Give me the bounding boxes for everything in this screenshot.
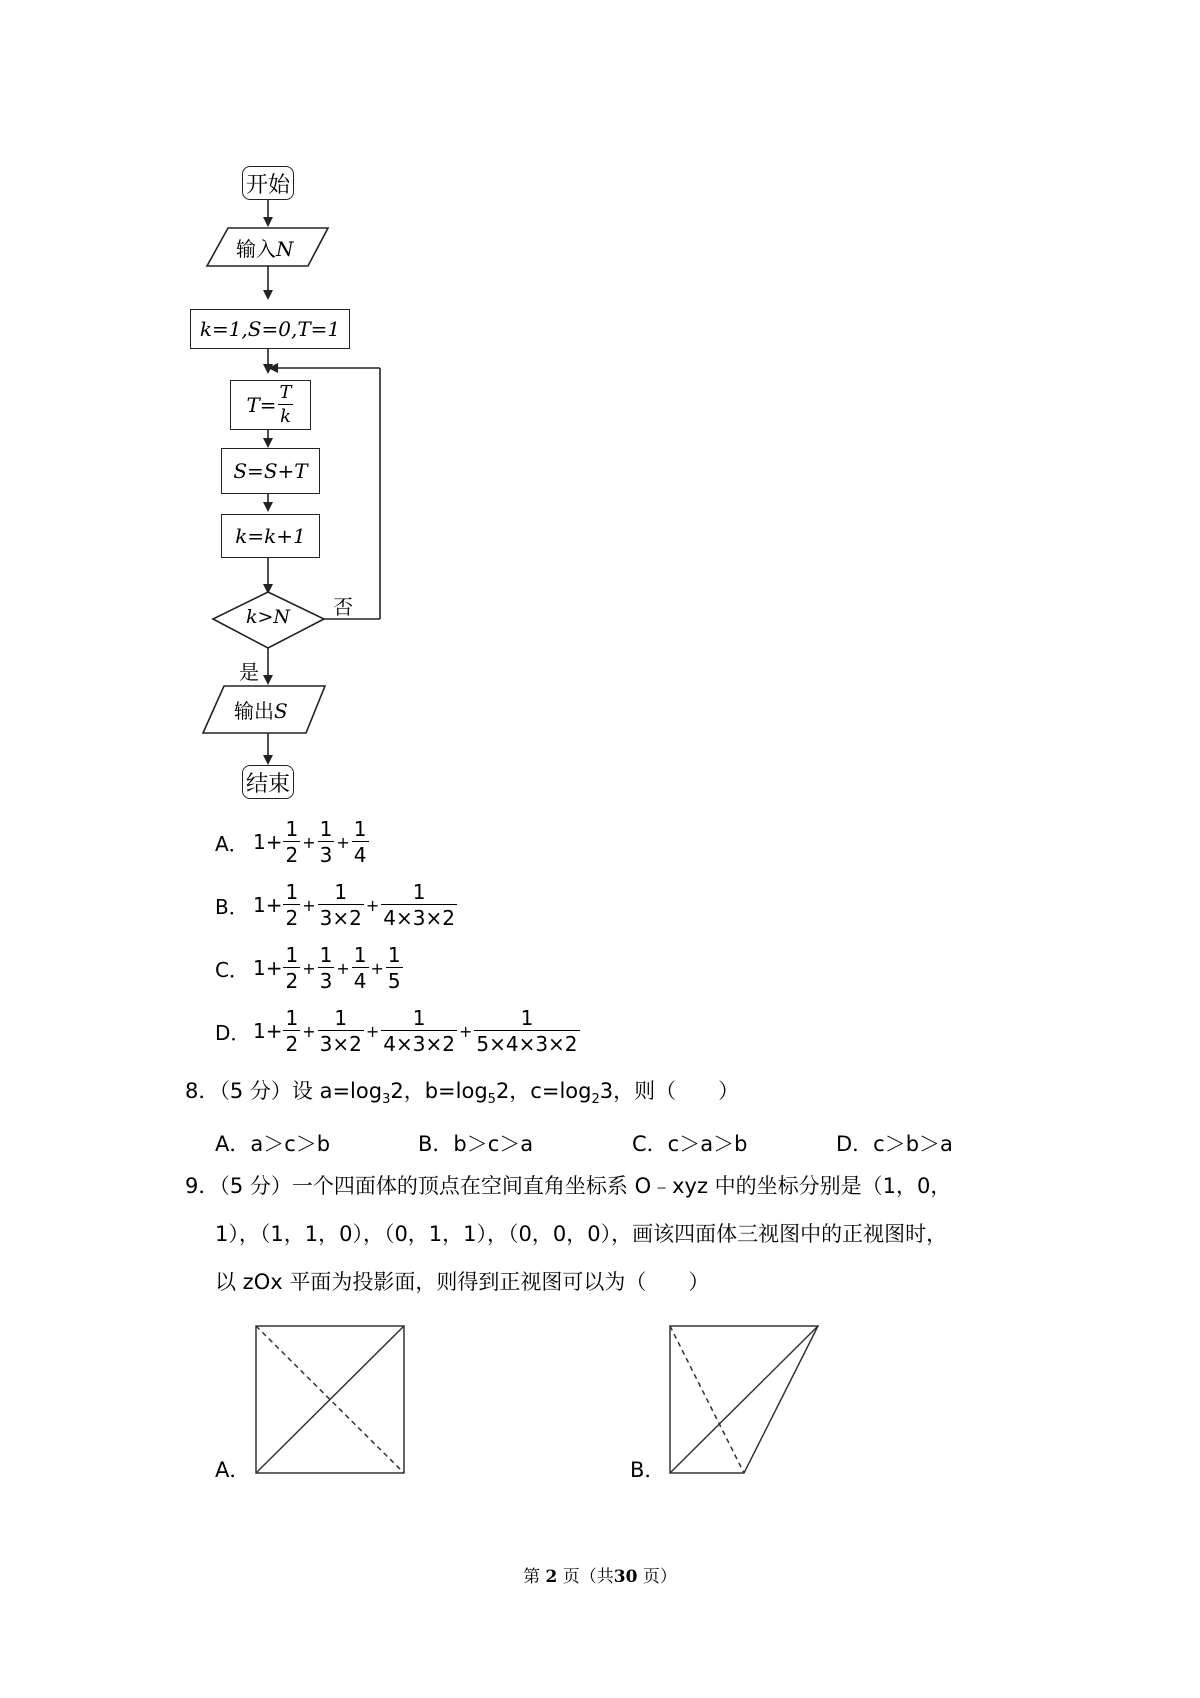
fraction (283, 945, 300, 991)
option-label: B． (215, 894, 249, 919)
plus-sign: + (302, 1021, 316, 1041)
flow-output-label (234, 695, 288, 724)
log-base: 2 (591, 1092, 600, 1108)
plus-sign: + (302, 895, 316, 915)
frac-num: 1 (520, 1006, 534, 1030)
plus-sign: + (458, 1021, 473, 1041)
option-expression (253, 945, 404, 991)
frac-den: 5×4×3×2 (476, 1032, 578, 1056)
q9-figure-a-label: A． (215, 1458, 251, 1482)
frac-num: 1 (285, 1006, 299, 1030)
q7-option-b (215, 882, 458, 928)
flow-step-s-text: S=S+T (233, 459, 308, 483)
flow-step-t-den: k (280, 406, 292, 427)
footer-page-number: 2 (545, 1567, 558, 1587)
footer-text: 第 (523, 1567, 541, 1587)
option-label: D． (215, 1020, 251, 1045)
flow-input-label (236, 233, 294, 262)
q9-figure-b (668, 1324, 828, 1478)
fraction (381, 882, 457, 928)
frac-num: 1 (319, 943, 333, 967)
frac-num: 1 (412, 1006, 426, 1030)
flow-step-t-num: T (279, 382, 292, 403)
fraction (318, 882, 364, 928)
expr-lead: 1+ (253, 830, 283, 854)
option-label: A． (215, 831, 249, 856)
flow-init (190, 309, 350, 349)
frac-num: 1 (285, 943, 299, 967)
frac-num: 1 (285, 817, 299, 841)
frac-den: 5 (387, 969, 401, 993)
option-label: C． (215, 957, 249, 982)
flow-step-t-left: T= (246, 393, 277, 417)
flowchart-lines (0, 0, 420, 820)
fig-b-solid-diagonal (670, 1326, 818, 1473)
frac-den: 4×3×2 (383, 1032, 455, 1056)
frac-num: 1 (353, 943, 367, 967)
q8-text: 3，则（ ） (599, 1079, 740, 1103)
plus-sign: + (365, 895, 380, 915)
option-expression (253, 1008, 581, 1054)
fraction (352, 945, 369, 991)
flow-yes-label: 是 (239, 660, 259, 684)
plus-sign: + (336, 958, 350, 978)
q7-option-c (215, 945, 404, 991)
flow-start (242, 166, 294, 200)
expr-lead: 1+ (253, 1019, 283, 1043)
frac-num: 1 (412, 880, 426, 904)
q8-text: 2，b=log (390, 1079, 488, 1103)
expr-lead: 1+ (253, 893, 283, 917)
q8-choice-c: C．c＞a＞b (632, 1132, 748, 1156)
flow-step-t (230, 380, 311, 430)
flow-condition (246, 606, 290, 628)
plus-sign: + (365, 1021, 380, 1041)
flow-input-var: N (276, 237, 294, 261)
flow-step-k-text: k=k+1 (235, 524, 306, 548)
q9-stem-line3: 以 zOx 平面为投影面，则得到正视图可以为（ ） (215, 1270, 710, 1294)
flow-start-label: 开始 (245, 172, 290, 198)
frac-num: 1 (285, 880, 299, 904)
expr-lead: 1+ (253, 956, 283, 980)
q8-text: 8．（5 分）设 a=log (185, 1079, 383, 1103)
frac-den: 4×3×2 (383, 906, 455, 930)
plus-sign: + (302, 958, 316, 978)
flow-end-label: 结束 (245, 771, 290, 797)
fraction (386, 945, 403, 991)
q7-option-d (215, 1008, 581, 1054)
footer-total-pages: 30 (613, 1567, 638, 1587)
q8-stem (185, 1079, 739, 1108)
flow-no-label: 否 (333, 595, 353, 619)
frac-num: 1 (334, 1006, 348, 1030)
footer-text: 页（共 (562, 1567, 614, 1587)
frac-num: 1 (319, 817, 333, 841)
frac-den: 4 (353, 969, 367, 993)
fig-b-dashed-diagonal (670, 1326, 744, 1473)
frac-den: 3×2 (319, 1032, 362, 1056)
q7-option-a (215, 819, 370, 865)
fraction (352, 819, 369, 865)
log-base: 5 (487, 1092, 496, 1108)
flow-step-s (221, 448, 320, 494)
frac-num: 1 (387, 943, 401, 967)
frac-den: 3 (319, 969, 333, 993)
frac-num: 1 (334, 880, 348, 904)
log-base: 3 (382, 1092, 391, 1108)
footer-text: 页） (642, 1567, 677, 1587)
frac-den: 2 (285, 1032, 299, 1056)
flow-input-text: 输入 (236, 237, 276, 261)
plus-sign: + (302, 832, 316, 852)
plus-sign: + (336, 832, 350, 852)
flow-step-t-fraction (278, 384, 294, 426)
page-footer (0, 1562, 1200, 1587)
fraction (474, 1008, 579, 1054)
flow-output-var: S (274, 699, 288, 723)
q9-figure-a (254, 1324, 410, 1478)
flow-init-text: k=1,S=0,T=1 (199, 317, 341, 341)
frac-den: 2 (285, 969, 299, 993)
option-expression (253, 882, 458, 928)
flow-output-text: 输出 (234, 699, 274, 723)
q8-choice-b: B．b＞c＞a (418, 1132, 534, 1156)
frac-num: 1 (353, 817, 367, 841)
frac-den: 4 (353, 843, 367, 867)
flow-condition-text: k>N (246, 606, 291, 628)
q9-figure-b-label: B． (630, 1458, 666, 1482)
option-expression (253, 819, 370, 865)
fraction (381, 1008, 457, 1054)
flow-step-k (221, 514, 320, 558)
q8-text: 2，c=log (495, 1079, 592, 1103)
q9-stem-line1: 9．（5 分）一个四面体的顶点在空间直角坐标系 O﹣xyz 中的坐标分别是（1，0， (185, 1174, 952, 1198)
frac-den: 2 (285, 906, 299, 930)
fraction (318, 1008, 364, 1054)
fraction (318, 945, 335, 991)
fraction (283, 882, 300, 928)
fraction (283, 819, 300, 865)
fraction (318, 819, 335, 865)
q8-choice-d: D．c＞b＞a (836, 1132, 953, 1156)
frac-den: 2 (285, 843, 299, 867)
q9-stem-line2: 1），（1，1，0），（0，1，1），（0，0，0），画该四面体三视图中的正视图时， (215, 1222, 948, 1246)
frac-den: 3×2 (319, 906, 362, 930)
frac-den: 3 (319, 843, 333, 867)
fraction (283, 1008, 300, 1054)
plus-sign: + (370, 958, 384, 978)
flow-end (242, 765, 294, 799)
q8-choice-a: A．a＞c＞b (215, 1132, 331, 1156)
